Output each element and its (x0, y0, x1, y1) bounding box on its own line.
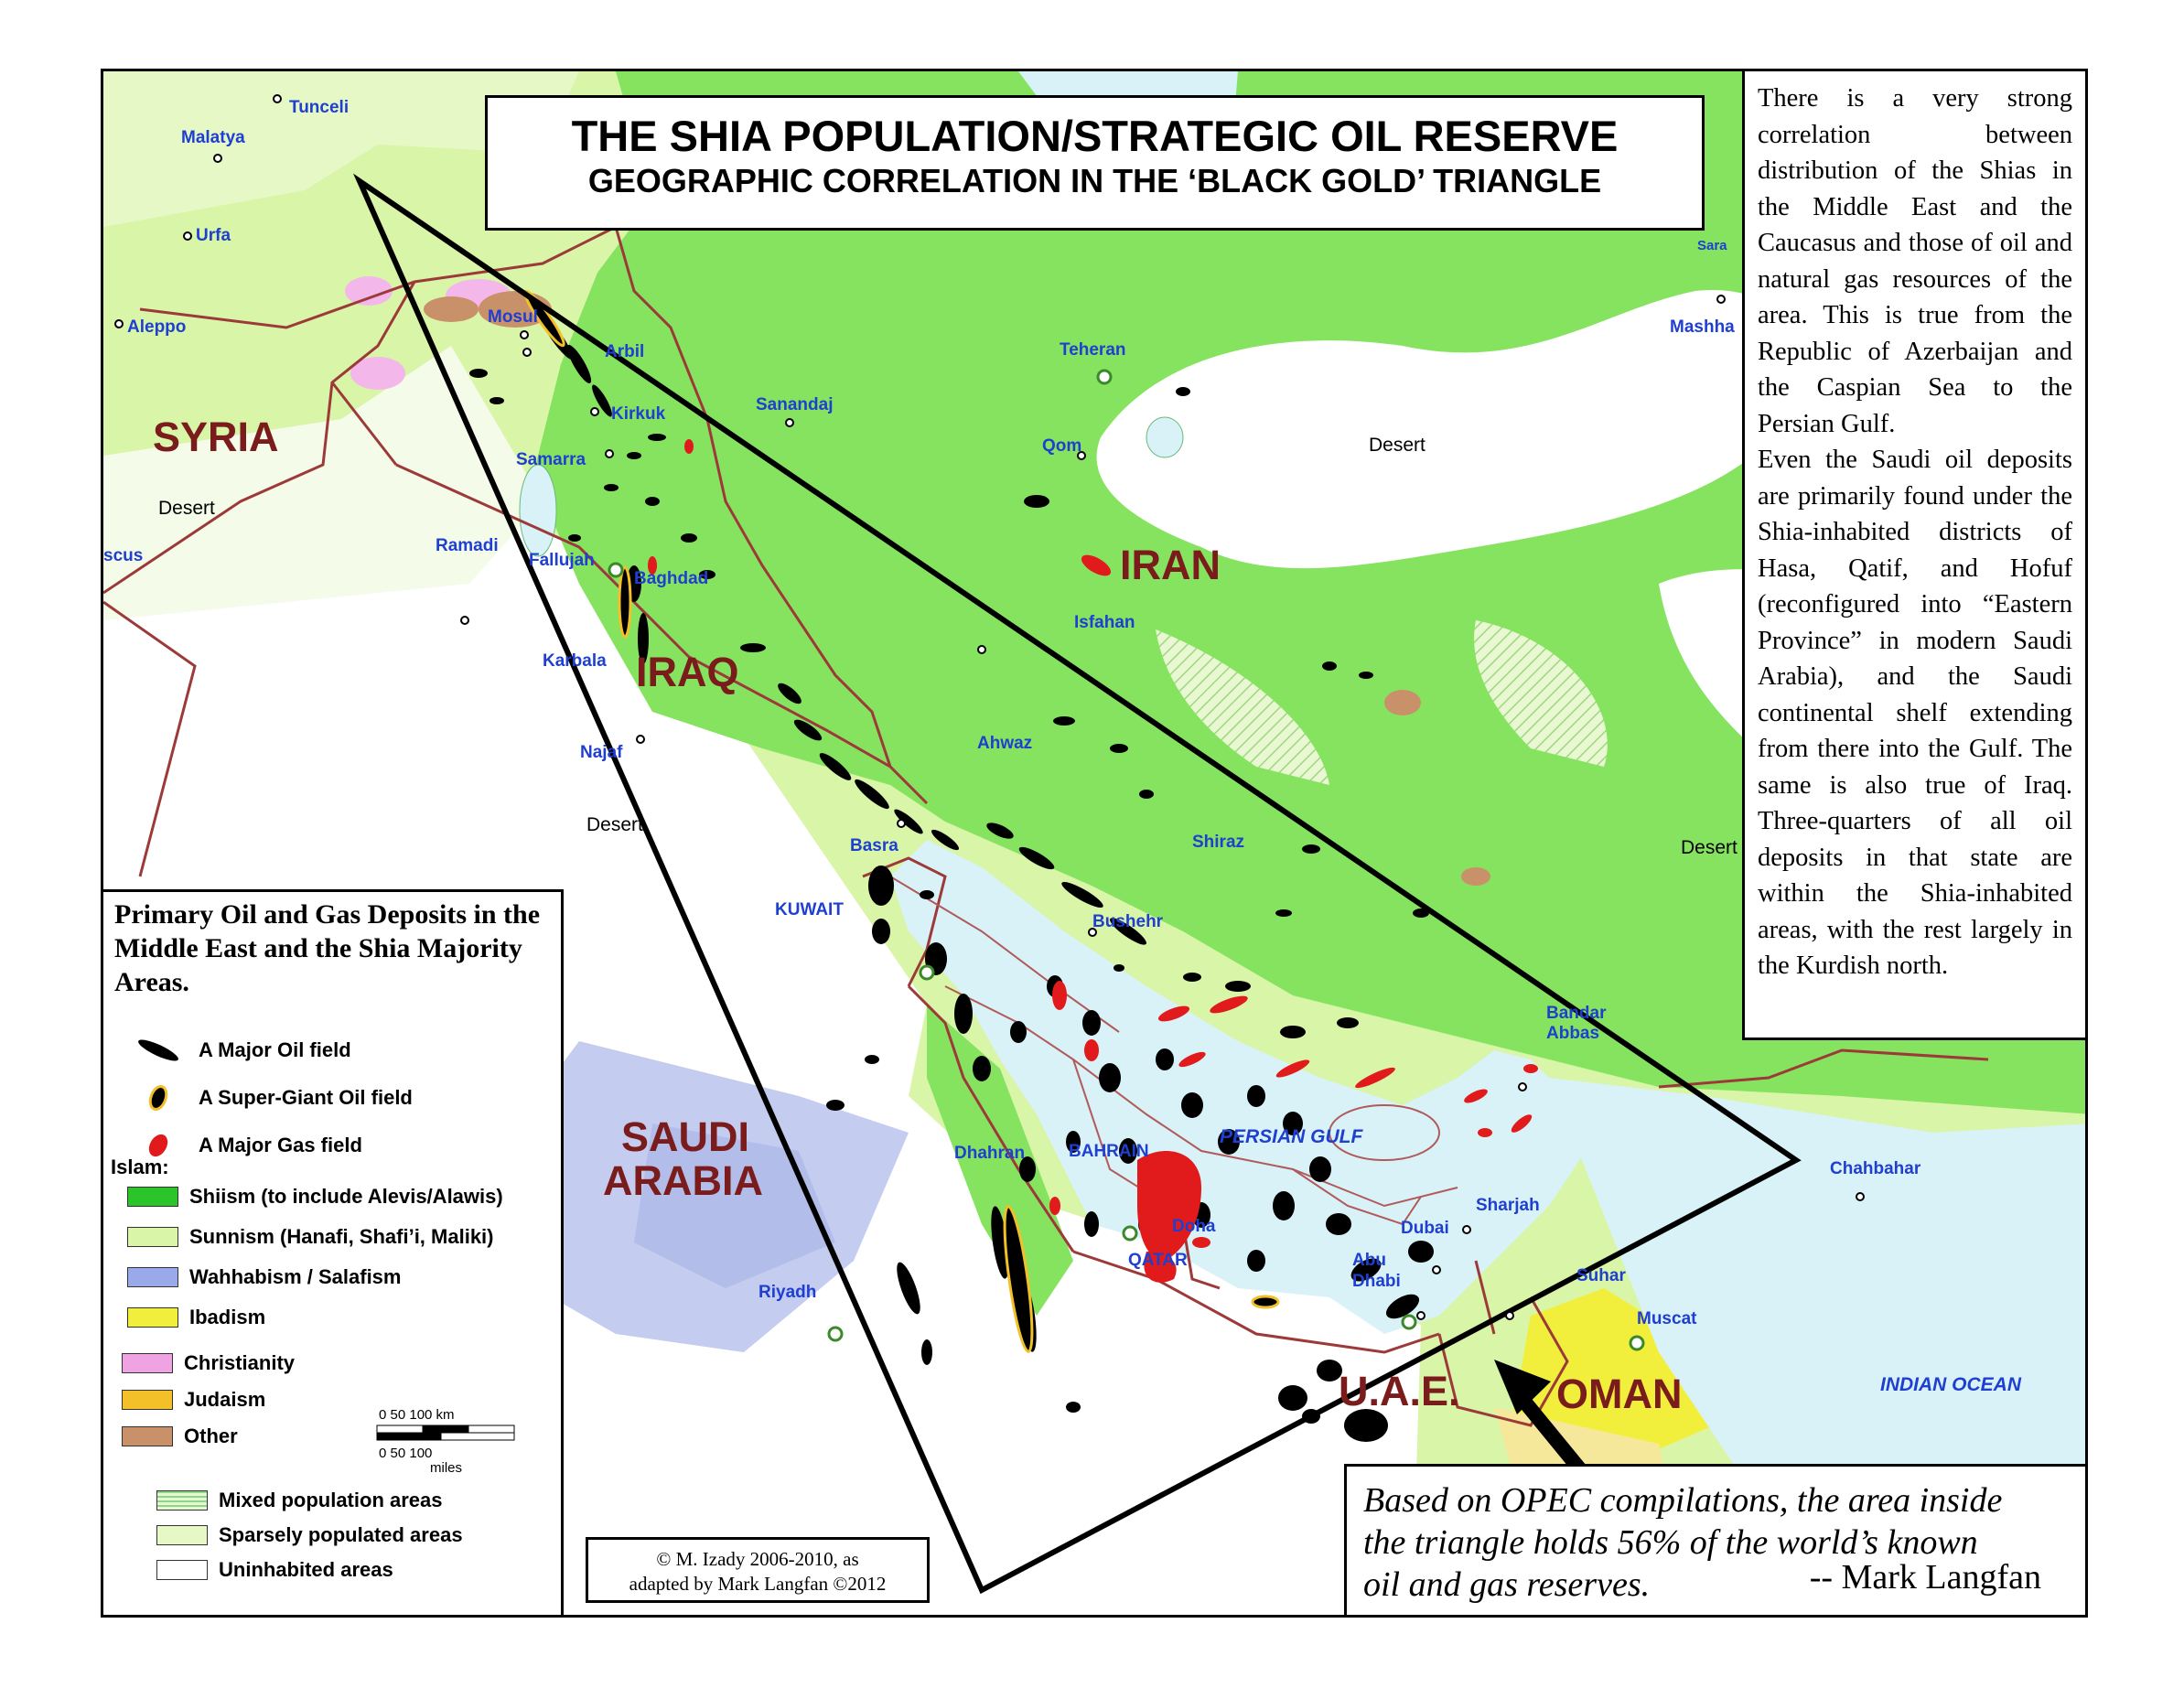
city-bandar-2: Abbas (1546, 1024, 1600, 1043)
label-bahrain: BAHRAIN (1069, 1142, 1149, 1161)
city-damascus: scus (103, 546, 144, 565)
scale-bar-graphic (375, 1424, 540, 1447)
supergiant-field-icon (131, 1084, 186, 1112)
title-box (485, 95, 1705, 231)
legend-mixed (156, 1487, 443, 1514)
city-bandar-1: Bandar (1546, 1004, 1607, 1023)
legend-christianity-label: Christianity (184, 1351, 296, 1374)
legend-gas-label: A Major Gas field (199, 1134, 362, 1156)
opec-note-box (1344, 1464, 2088, 1618)
city-teheran: Teheran (1060, 340, 1126, 360)
info-text-box (1742, 69, 2088, 1040)
city-shiraz: Shiraz (1192, 833, 1245, 852)
legend-islam-label: Islam: (111, 1156, 169, 1178)
swatch-judaism (122, 1390, 173, 1410)
legend-mixed-label: Mixed population areas (219, 1489, 443, 1511)
scale-miles-numbers: 0 50 100 (379, 1446, 433, 1461)
city-fallujah: Fallujah (529, 551, 595, 570)
oil-field-icon (131, 1037, 186, 1064)
info-paragraph-1: There is a very strong correlation between distribution of the Shias in the Middle East and the Caucasus and those of oil and natural gas resources of the area. This is true from the Republic of Azerbaijan and the Caspian Sea to the Persian Gulf. (1758, 84, 2072, 438)
label-saudi-1: SAUDI (621, 1113, 750, 1160)
legend-other (122, 1423, 238, 1450)
scale-miles-label: miles (430, 1460, 463, 1476)
city-sanandaj: Sanandaj (756, 395, 834, 414)
legend-wahhabism (127, 1263, 401, 1291)
city-bushehr: Bushehr (1092, 912, 1164, 931)
city-isfahan: Isfahan (1074, 613, 1135, 632)
swatch-wahhabism (127, 1267, 178, 1287)
swatch-christianity (122, 1353, 173, 1373)
legend-other-label: Other (184, 1425, 238, 1447)
city-malatya: Malatya (181, 128, 245, 147)
info-paragraph-2: Even the Saudi oil deposits are primarily found under the Shia-inhabited districts of Hasa, Qatif, and Hofuf (reconfigured into “Eastern Province” in modern Saudi Arabia), and the Saudi continental shelf extending from there into the Gulf. The same is also true of Iraq. Three-quarters of all oil deposits in that state are within the Shia-inhabited areas, with the rest largely in the Kurdish north. (1758, 446, 2072, 980)
legend-sparse (156, 1521, 463, 1549)
label-iraq: IRAQ (636, 649, 739, 695)
legend-christianity (122, 1349, 295, 1377)
label-kuwait: KUWAIT (775, 900, 844, 919)
label-oman: OMAN (1556, 1371, 1683, 1417)
city-suhar: Suhar (1576, 1266, 1626, 1285)
swatch-other (122, 1426, 173, 1446)
city-tunceli: Tunceli (289, 98, 350, 117)
legend-sunnism (127, 1223, 494, 1251)
opec-line-3: oil and gas reserves. (1363, 1565, 1651, 1604)
label-persian-gulf: PERSIAN GULF (1220, 1126, 1363, 1147)
city-chahbahar: Chahbahar (1830, 1159, 1921, 1178)
city-samarra: Samarra (516, 450, 586, 469)
label-desert-east: Desert (1681, 837, 1738, 858)
city-aleppo: Aleppo (127, 317, 187, 337)
swatch-mixed (156, 1490, 208, 1511)
city-abu-2: Dhabi (1352, 1272, 1401, 1291)
city-arbil: Arbil (605, 342, 645, 361)
legend-box (101, 889, 564, 1618)
city-qom: Qom (1042, 436, 1082, 456)
credit-box (586, 1537, 930, 1603)
city-urfa: Urfa (196, 226, 231, 245)
city-mosul: Mosul (488, 307, 538, 327)
legend-oil-label: A Major Oil field (199, 1038, 351, 1061)
city-abu-1: Abu (1352, 1251, 1386, 1270)
opec-author: -- Mark Langfan (1809, 1558, 2041, 1597)
legend-ibadism (127, 1304, 265, 1331)
scale-bar (375, 1407, 540, 1476)
city-basra: Basra (850, 836, 898, 855)
label-iran: IRAN (1120, 542, 1221, 588)
legend-supergiant-label: A Super-Giant Oil field (199, 1086, 413, 1109)
city-muscat: Muscat (1637, 1309, 1697, 1328)
label-syria: SYRIA (153, 414, 279, 460)
city-karbala: Karbala (543, 651, 607, 671)
scale-km-label: 0 50 100 km (379, 1407, 455, 1423)
legend-supergiant (131, 1084, 413, 1112)
legend-wahhabism-label: Wahhabism / Salafism (189, 1265, 402, 1288)
region-other (424, 296, 479, 322)
city-ramadi: Ramadi (436, 536, 499, 555)
city-dhahran: Dhahran (954, 1144, 1026, 1163)
opec-line-2: the triangle holds 56% of the world’s known (1363, 1523, 1978, 1562)
city-sarakhs: Sara (1697, 238, 1727, 253)
legend-title: Primary Oil and Gas Deposits in the Middle East and the Shia Majority Areas. (114, 899, 541, 997)
swatch-shiism (127, 1187, 178, 1207)
city-ahwaz: Ahwaz (977, 734, 1033, 753)
swatch-sunnism (127, 1227, 178, 1247)
city-mashhad: Mashha (1670, 317, 1735, 337)
label-desert-iraq: Desert (586, 814, 643, 835)
city-dubai: Dubai (1401, 1219, 1449, 1238)
city-doha: Doha (1172, 1217, 1216, 1236)
city-kirkuk: Kirkuk (611, 404, 666, 424)
swatch-uninhabited (156, 1560, 208, 1580)
city-sharjah: Sharjah (1476, 1196, 1540, 1215)
swatch-sparse (156, 1525, 208, 1545)
label-qatar: QATAR (1128, 1251, 1188, 1270)
legend-uninhabited (156, 1556, 393, 1584)
title-line-2: GEOGRAPHIC CORRELATION IN THE ‘BLACK GOLD’ TRIANGLE (587, 162, 1602, 199)
legend-oil (131, 1037, 351, 1064)
legend-shiism (127, 1183, 503, 1210)
label-desert-syria: Desert (158, 498, 215, 519)
legend-shiism-label: Shiism (to include Alevis/Alawis) (189, 1185, 503, 1208)
legend-ibadism-label: Ibadism (189, 1306, 266, 1328)
swatch-ibadism (127, 1307, 178, 1328)
label-indian-ocean: INDIAN OCEAN (1880, 1374, 2022, 1395)
credit-line-1: © M. Izady 2006-2010, as (656, 1548, 859, 1570)
credit-line-2: adapted by Mark Langfan ©2012 (629, 1573, 887, 1595)
city-riyadh: Riyadh (758, 1283, 817, 1302)
city-najaf: Najaf (580, 743, 623, 762)
city-baghdad: Baghdad (634, 569, 709, 588)
legend-sunnism-label: Sunnism (Hanafi, Shafi’i, Maliki) (189, 1225, 494, 1248)
title-line-1: THE SHIA POPULATION/STRATEGIC OIL RESERVE (571, 112, 1619, 160)
legend-sparse-label: Sparsely populated areas (219, 1523, 463, 1546)
legend-judaism (122, 1386, 265, 1414)
opec-line-1: Based on OPEC compilations, the area inside (1363, 1481, 2003, 1520)
label-saudi-2: ARABIA (603, 1157, 763, 1204)
legend-judaism-label: Judaism (184, 1388, 266, 1411)
legend-uninhabited-label: Uninhabited areas (219, 1558, 393, 1581)
label-desert-iran: Desert (1369, 435, 1426, 456)
label-uae: U.A.E. (1339, 1368, 1460, 1414)
